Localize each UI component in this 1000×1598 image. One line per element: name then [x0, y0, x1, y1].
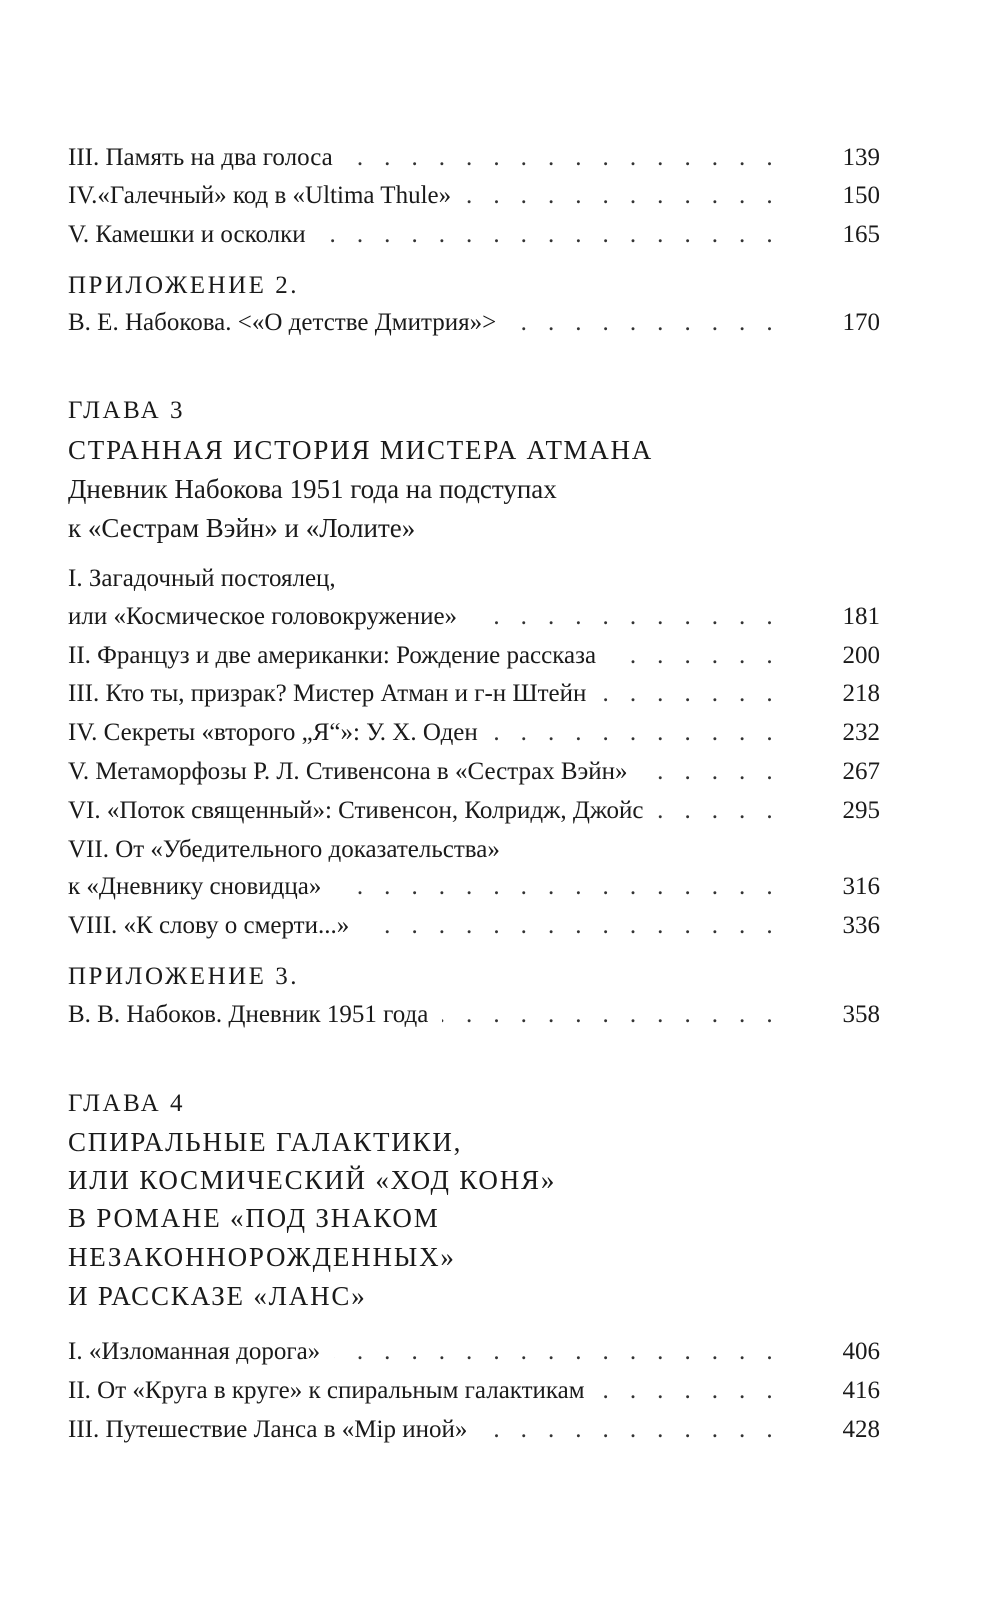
chapter-title: И РАССКАЗЕ «ЛАНС»: [68, 1280, 367, 1311]
chapter-label: ГЛАВА 3: [68, 397, 185, 424]
chapter-title: СТРАННАЯ ИСТОРИЯ МИСТЕРА АТМАНА: [68, 434, 654, 465]
dot-leader: [334, 1338, 780, 1366]
toc-entry: [68, 218, 880, 252]
toc-entry: [68, 179, 880, 213]
entry-title: V. Метаморфозы Р. Л. Стивенсона в «Сестрах Вэйн»: [68, 758, 628, 785]
toc-entry: [68, 1374, 880, 1408]
page-number: 295: [842, 797, 880, 824]
dot-leader: [481, 1416, 780, 1444]
entry-title: II. Француз и две американки: Рождение рассказа: [68, 642, 597, 669]
page-number: 267: [842, 758, 880, 785]
chapter-title: В РОМАНЕ «ПОД ЗНАКОМ: [68, 1202, 440, 1233]
dot-leader: [335, 873, 780, 901]
dot-leader: [442, 1001, 780, 1029]
toc-entry: [68, 794, 880, 828]
entry-title: VIII. «К слову о смерти...»: [68, 912, 350, 939]
page-number: 428: [842, 1416, 880, 1443]
dot-leader: [363, 912, 780, 940]
appendix-label: ПРИЛОЖЕНИЕ 3.: [68, 963, 299, 990]
toc-entry: [68, 639, 880, 673]
chapter-label: ГЛАВА 4: [68, 1090, 185, 1117]
entry-title: VI. «Поток священный»: Стивенсон, Колридж, Джойс: [68, 797, 644, 824]
entry-title: II. От «Круга в круге» к спиральным галактикам: [68, 1377, 585, 1404]
chapter-title: НЕЗАКОННОРОЖДЕННЫХ»: [68, 1241, 456, 1272]
entry-title: III. Память на два голоса: [68, 144, 333, 171]
entry-title-cont: или «Космическое головокружение»: [68, 603, 458, 630]
entry-title: В. Е. Набокова. <«О детстве Дмитрия»>: [68, 309, 497, 336]
page-number: 165: [842, 221, 880, 248]
page-number: 200: [842, 642, 880, 669]
page-number: 218: [842, 680, 880, 707]
page-number: 181: [842, 603, 880, 630]
dot-leader: [465, 182, 780, 210]
entry-title-cont: к «Дневнику сновидца»: [68, 873, 322, 900]
page-number: 316: [842, 873, 880, 900]
dot-leader: [492, 719, 780, 747]
dot-leader: [510, 309, 780, 337]
toc-entry: [68, 998, 880, 1032]
page-number: 406: [842, 1338, 880, 1365]
page-number: 416: [842, 1377, 880, 1404]
dot-leader: [642, 758, 780, 786]
page-number: 139: [842, 144, 880, 171]
dot-leader: [471, 603, 780, 631]
page-number: 170: [842, 309, 880, 336]
toc-entry: [68, 1335, 880, 1369]
toc-entry: [68, 716, 880, 750]
toc-entry: [68, 306, 880, 340]
entry-title: VII. От «Убедительного доказательства»: [68, 836, 500, 863]
dot-leader: [610, 642, 780, 670]
chapter-title: СПИРАЛЬНЫЕ ГАЛАКТИКИ,: [68, 1126, 463, 1157]
toc-entry: [68, 1413, 880, 1447]
dot-leader: [658, 797, 780, 825]
page-number: 150: [842, 182, 880, 209]
entry-title: В. В. Набоков. Дневник 1951 года: [68, 1001, 429, 1028]
entry-title: I. «Изломанная дорога»: [68, 1338, 321, 1365]
chapter-title: ИЛИ КОСМИЧЕСКИЙ «ХОД КОНЯ»: [68, 1164, 557, 1195]
toc-entry: [68, 870, 880, 904]
entry-title: V. Камешки и осколки: [68, 221, 306, 248]
dot-leader: [600, 680, 780, 708]
appendix-label: ПРИЛОЖЕНИЕ 2.: [68, 272, 299, 299]
entry-title: III. Кто ты, призрак? Мистер Атман и г-н Штейн: [68, 680, 587, 707]
dot-leader: [599, 1377, 780, 1405]
entry-title: III. Путешествие Ланса в «Мiр иной»: [68, 1416, 468, 1443]
toc-entry: [68, 141, 880, 175]
dot-leader: [347, 144, 780, 172]
dot-leader: [320, 221, 780, 249]
page-number: 336: [842, 912, 880, 939]
entry-title: IV.«Галечный» код в «Ultima Thule»: [68, 182, 452, 209]
chapter-subtitle: к «Сестрам Вэйн» и «Лолите»: [68, 512, 416, 543]
toc-entry: [68, 755, 880, 789]
toc-entry: [68, 677, 880, 711]
page-number: 358: [842, 1001, 880, 1028]
entry-title: IV. Секреты «второго „Я“»: У. Х. Оден: [68, 719, 478, 746]
toc-entry: [68, 600, 880, 634]
toc-entry: [68, 909, 880, 943]
page-number: 232: [842, 719, 880, 746]
entry-title: I. Загадочный постоялец,: [68, 565, 336, 592]
chapter-subtitle: Дневник Набокова 1951 года на подступах: [68, 473, 557, 504]
